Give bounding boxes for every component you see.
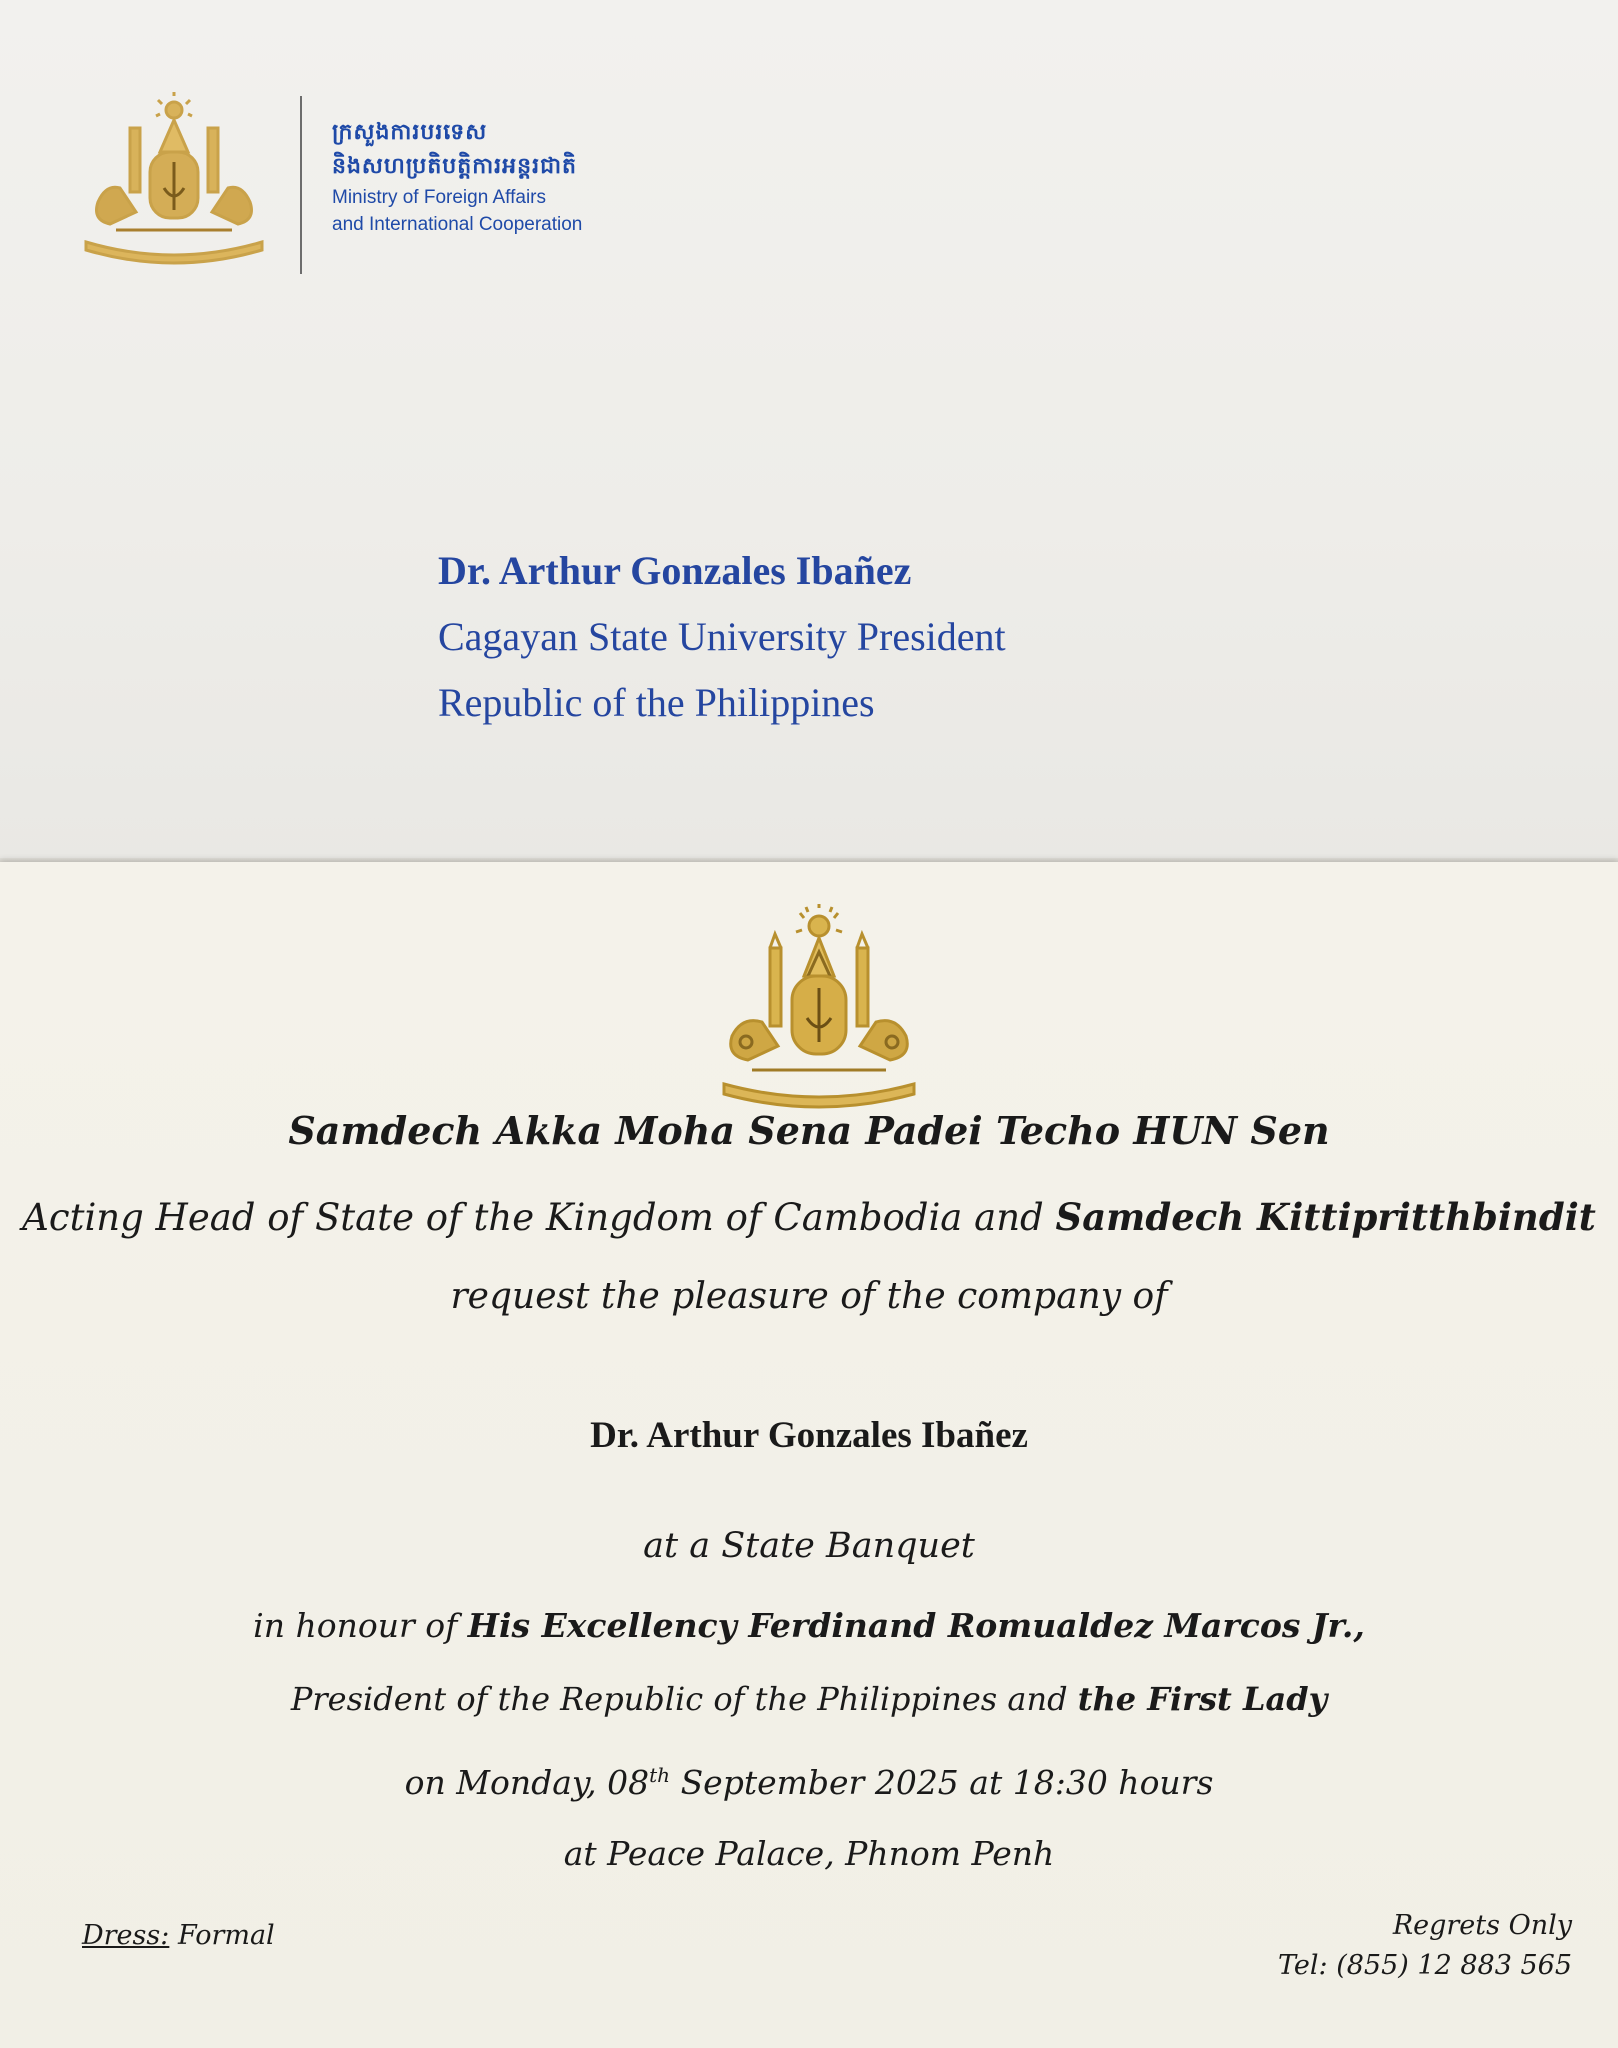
ministry-name-english-line2: and International Cooperation — [332, 214, 583, 235]
letterhead-divider — [300, 96, 302, 274]
dress-code — [82, 1920, 275, 1951]
addressee-name: Dr. Arthur Gonzales Ibañez — [438, 548, 912, 593]
date-line — [0, 1763, 1618, 1802]
regrets-only: Regrets Only — [1392, 1910, 1572, 1941]
ministry-name-english-line1: Ministry of Foreign Affairs — [332, 187, 547, 208]
envelope-address — [438, 538, 1006, 736]
guest-name: Dr. Arthur Gonzales Ibañez — [590, 1415, 1028, 1456]
honour-line — [0, 1606, 1618, 1645]
addressee-country: Republic of the Philippines — [438, 680, 875, 725]
honour-prefix: in honour of — [253, 1606, 458, 1645]
first-lady: the First Lady — [1077, 1680, 1328, 1718]
host-title-line — [0, 1195, 1618, 1239]
addressee-title: Cagayan State University President — [438, 614, 1006, 659]
dress-value: Formal — [177, 1920, 275, 1951]
rsvp-block — [1260, 1906, 1572, 1986]
cohost-name: Samdech Kittipritthbindit — [1055, 1195, 1596, 1239]
envelope — [0, 0, 1618, 868]
request-line: request the pleasure of the company of — [450, 1276, 1168, 1317]
date-prefix: on Monday, 08 — [404, 1763, 650, 1802]
royal-arms-emblem-icon — [76, 92, 272, 268]
date-rest: September 2025 at 18:30 hours — [680, 1763, 1214, 1802]
event-line: at a State Banquet — [643, 1526, 975, 1566]
ministry-name-khmer-line1: ក្រសួងការបរទេស — [332, 120, 488, 145]
royal-arms-emblem-gold-icon — [712, 904, 926, 1114]
host-title: Acting Head of State of the Kingdom of Cambodia and — [22, 1196, 1044, 1239]
honoree-name: His Excellency Ferdinand Romualdez Marcos Jr., — [467, 1606, 1365, 1645]
president-line — [0, 1680, 1618, 1718]
letterhead — [76, 92, 776, 282]
president-title: President of the Republic of the Philippines and — [290, 1680, 1068, 1718]
dress-label: Dress: — [82, 1920, 170, 1951]
venue-line: at Peace Palace, Phnom Penh — [563, 1834, 1055, 1873]
ministry-name-khmer-line2: និងសហប្រតិបត្តិការអន្តរជាតិ — [332, 154, 577, 179]
rsvp-telephone: Tel: (855) 12 883 565 — [1278, 1950, 1572, 1981]
host-name: Samdech Akka Moha Sena Padei Techo HUN Sen — [288, 1108, 1330, 1153]
ministry-name — [332, 116, 582, 238]
date-ordinal-suffix: th — [649, 1763, 671, 1787]
